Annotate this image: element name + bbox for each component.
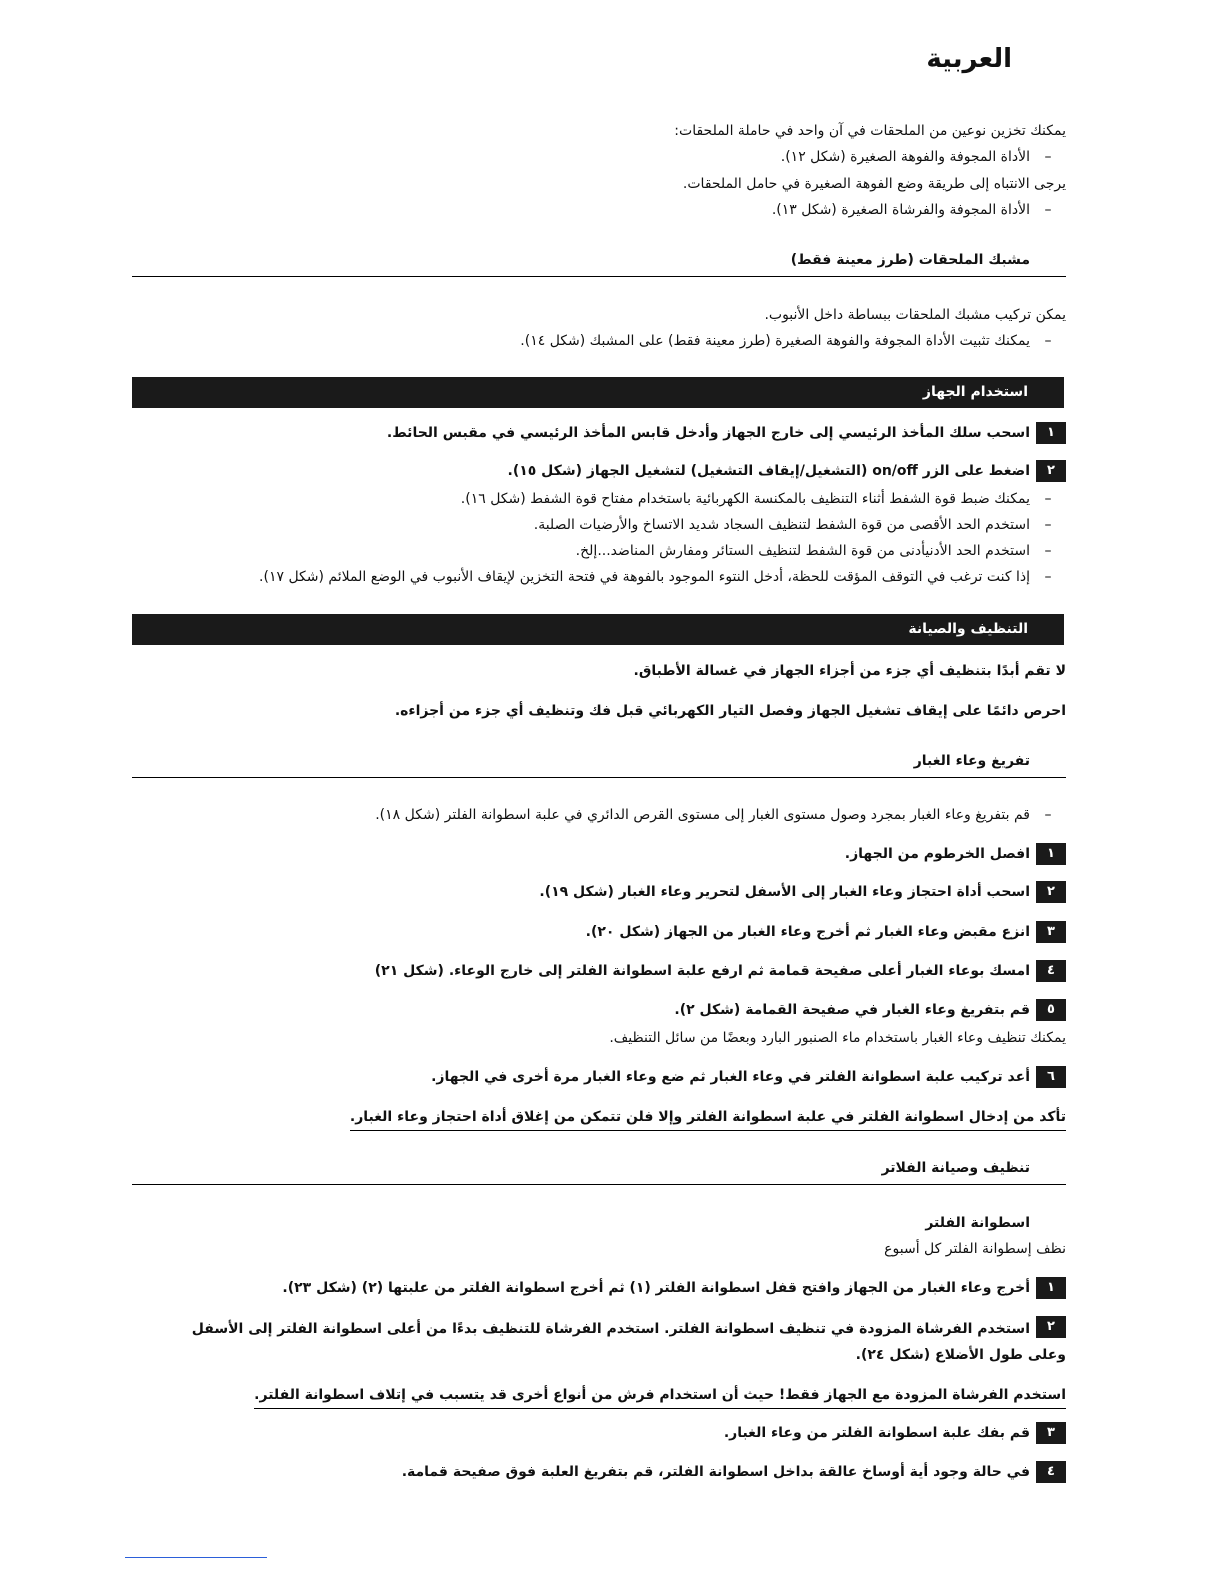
language-title: العربية — [926, 44, 1012, 74]
emptying-step: ٥قم بتفريغ وعاء الغبار في صفيحة القمامة (شكل ٢). — [674, 999, 1066, 1021]
filters-step-3: ٣قم بفك علبة اسطوانة الفلتر من وعاء الغبار. — [724, 1422, 1066, 1444]
emptying-step: ٣انزع مقبض وعاء الغبار ثم أخرج وعاء الغبار من الجهاز (شكل ٢٠). — [586, 921, 1066, 943]
filters-heading: تنظيف وصيانة الفلاتر — [881, 1160, 1030, 1176]
using-bullet: –استخدم الحد الأدنيأدنى من قوة الشفط لتنظيف الستائر ومفارش المناضد...إلخ. — [575, 543, 1052, 559]
footer-line — [125, 1557, 267, 1558]
filters-step-2: ٢استخدم الفرشاة المزودة في تنظيف اسطوانة الفلتر. استخدم الفرشاة للتنظيف بدءًا من أعلى اسطوانة الفلتر إلى الأسفل وعلى طول الأضلاع (شكل ٢٤). — [170, 1316, 1066, 1368]
accessory-intro: يمكنك تخزين نوعين من الملحقات في آن واحد في حاملة الملحقات: — [674, 123, 1066, 139]
accessory-bullet-2: –الأداة المجوفة والفرشاة الصغيرة (شكل ١٣). — [771, 202, 1052, 218]
emptying-bullet: –قم بتفريغ وعاء الغبار بمجرد وصول مستوى الغبار إلى مستوى القرص الدائري في علبة اسطوانة الفلتر (شكل ١٨). — [375, 807, 1052, 823]
filters-rule — [132, 1184, 1066, 1185]
accessory-bullet-1: –الأداة المجوفة والفوهة الصغيرة (شكل ١٢). — [780, 149, 1052, 165]
using-heading-bar — [132, 377, 1064, 408]
emptying-step-6: ٦أعد تركيب علبة اسطوانة الفلتر في وعاء الغبار ثم ضع وعاء الغبار مرة أخرى في الجهاز. — [431, 1066, 1066, 1088]
using-bullet: –إذا كنت ترغب في التوقف المؤقت للحظة، أدخل النتوء الموجود بالفوهة في فتحة التخزين لإيقاف الأنبوب في الوضع الملائم (شكل ١٧). — [259, 569, 1052, 585]
accessory-note: يرجى الانتباه إلى طريقة وضع الفوهة الصغيرة في حامل الملحقات. — [682, 176, 1066, 192]
filters-warning: استخدم الفرشاة المزودة مع الجهاز فقط! حيث أن استخدام فرش من أنواع أخرى قد يتسبب في إتلاف اسطوانة الفلتر. — [254, 1384, 1066, 1409]
using-step-1: ١اسحب سلك المأخذ الرئيسي إلى خارج الجهاز وأدخل قابس المأخذ الرئيسي في مقبس الحائط. — [387, 422, 1066, 444]
filters-step-1: ١أخرج وعاء الغبار من الجهاز وافتح قفل اسطوانة الفلتر (١) ثم أخرج اسطوانة الفلتر من علبتها (٢) (شكل ٢٣). — [282, 1277, 1066, 1299]
cleaning-heading: التنظيف والصيانة — [908, 621, 1028, 637]
clip-line: يمكن تركيب مشبك الملحقات ببساطة داخل الأنبوب. — [764, 307, 1066, 323]
using-heading: استخدام الجهاز — [922, 384, 1028, 400]
emptying-step: ٤امسك بوعاء الغبار أعلى صفيحة قمامة ثم ارفع علبة اسطوانة الفلتر إلى خارج الوعاء. (شكل ٢١) — [375, 960, 1066, 982]
emptying-step: ٢اسحب أداة احتجاز وعاء الغبار إلى الأسفل لتحرير وعاء الغبار (شكل ١٩). — [539, 881, 1066, 903]
clip-heading: مشبك الملحقات (طرز معينة فقط) — [790, 252, 1030, 268]
using-bullet: –يمكنك ضبط قوة الشفط أثناء التنظيف بالمكنسة الكهربائية باستخدام مفتاح قوة الشفط (شكل ١٦). — [460, 491, 1052, 507]
cleaning-warning-1: لا تقم أبدًا بتنظيف أي جزء من أجزاء الجهاز في غسالة الأطباق. — [633, 663, 1066, 679]
filters-subheading: اسطوانة الفلتر — [925, 1215, 1030, 1231]
emptying-step: ١افصل الخرطوم من الجهاز. — [845, 843, 1066, 865]
cleaning-warning-2: احرص دائمًا على إيقاف تشغيل الجهاز وفصل التيار الكهربائي قبل فك وتنظيف أي جزء من أجزاءه. — [394, 703, 1066, 719]
using-bullet: –استخدم الحد الأقصى من قوة الشفط لتنظيف السجاد شديد الاتساخ والأرضيات الصلبة. — [533, 517, 1052, 533]
filters-step-4: ٤في حالة وجود أية أوساخ عالقة بداخل اسطوانة الفلتر، قم بتفريغ العلبة فوق صفيحة قمامة. — [402, 1461, 1066, 1483]
clip-rule — [132, 276, 1066, 277]
using-step-2: ٢اضغط على الزر on/off (التشغيل/إيقاف التشغيل) لتشغيل الجهاز (شكل ١٥). — [508, 460, 1067, 482]
cleaning-heading-bar — [132, 614, 1064, 645]
emptying-warning: تأكد من إدخال اسطوانة الفلتر في علبة اسطوانة الفلتر وإلا فلن تتمكن من إغلاق أداة احتجاز وعاء الغبار. — [350, 1106, 1066, 1131]
filters-note: نظف إسطوانة الفلتر كل أسبوع — [884, 1241, 1066, 1257]
emptying-heading: تفريغ وعاء الغبار — [913, 753, 1030, 769]
emptying-note: يمكنك تنظيف وعاء الغبار باستخدام ماء الصنبور البارد وبعضًا من سائل التنظيف. — [609, 1030, 1066, 1046]
emptying-rule — [132, 777, 1066, 778]
clip-bullet: –يمكنك تثبيت الأداة المجوفة والفوهة الصغيرة (طرز معينة فقط) على المشبك (شكل ١٤). — [520, 333, 1052, 349]
